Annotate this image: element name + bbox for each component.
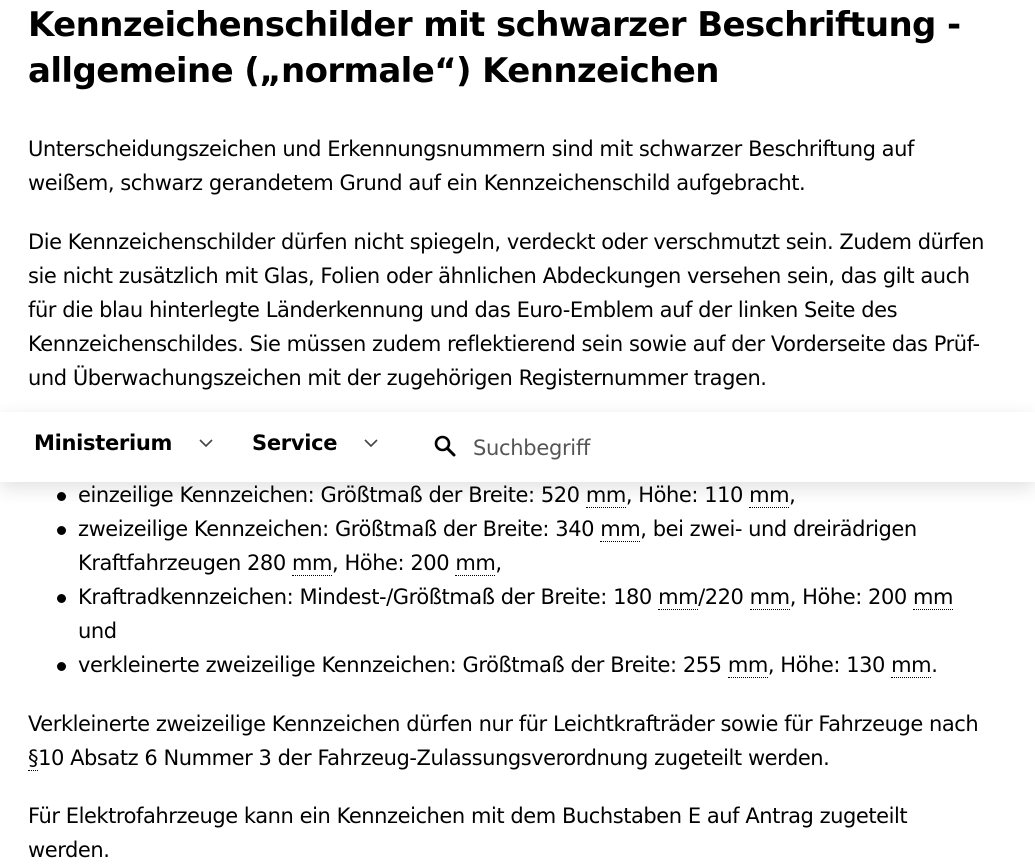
unit-abbr: mm xyxy=(658,585,699,609)
unit-abbr: mm xyxy=(291,551,332,575)
search-input[interactable] xyxy=(471,435,775,461)
unit-abbr: mm xyxy=(585,483,626,507)
nav-ministerium-dropdown[interactable] xyxy=(34,431,214,455)
nav-ministerium-label: Ministerium xyxy=(34,431,173,455)
unit-abbr: mm xyxy=(891,653,932,677)
unit-abbr: mm xyxy=(455,551,496,575)
sticky-nav-bar xyxy=(0,412,1035,482)
nav-service-label: Service xyxy=(252,431,338,455)
unit-abbr: mm xyxy=(600,517,641,541)
size-spec-list xyxy=(28,478,993,682)
requirements-paragraph: Die Kennzeichenschilder dürfen nicht spiegeln, verdeckt oder verschmutzt sein. Zudem dürfen sie nicht zusätzlich mit Glas, Folien oder ähnlichen Abdeckungen versehen sein, das gilt auch für die blau hinterlegte Länderkennung und das Euro-Emblem auf der linken Seite des Kennzeichenschildes. Sie müssen zudem reflektierend sein sowie auf der Vorderseite das Prüf- und Überwachungszeichen mit der zugehörigen Registernummer tragen. xyxy=(28,230,984,390)
unit-abbr: mm xyxy=(913,585,954,609)
list-item: zweizeilige Kennzeichen: Größtmaß der Breite: 340 mm, bei zwei- und dreirädrigen Kraftfahrzeugen 280 mm, Höhe: 200 mm, xyxy=(28,512,993,580)
unit-abbr: mm xyxy=(727,653,768,677)
chevron-down-icon xyxy=(363,438,379,448)
reduced-plates-paragraph: Verkleinerte zweizeilige Kennzeichen dürfen nur für Leichtkrafträder sowie für Fahrzeuge nach §10 Absatz 6 Nummer 3 der Fahrzeug-Zulassungsverordnung zugeteilt werden. xyxy=(28,712,979,770)
unit-abbr: mm xyxy=(749,585,790,609)
page-title: Kennzeichenschilder mit schwarzer Beschriftung - allgemeine („normale“) Kennzeichen xyxy=(28,5,961,91)
chevron-down-icon xyxy=(198,438,214,448)
nav-service-dropdown[interactable] xyxy=(252,431,379,455)
paragraph-sign-abbr: § xyxy=(28,746,39,770)
unit-abbr: mm xyxy=(749,483,790,507)
search-icon[interactable] xyxy=(433,434,457,462)
search-bar xyxy=(433,434,775,462)
e-plates-paragraph: Für Elektrofahrzeuge kann ein Kennzeichen mit dem Buchstaben E auf Antrag zugeteilt werden. xyxy=(28,804,908,862)
intro-paragraph: Unterscheidungszeichen und Erkennungsnummern sind mit schwarzer Beschriftung auf weißem, schwarz gerandetem Grund auf ein Kennzeichenschild aufgebracht. xyxy=(28,137,914,195)
list-item: Kraftradkennzeichen: Mindest-/Größtmaß der Breite: 180 mm/220 mm, Höhe: 200 mm und xyxy=(28,580,993,648)
list-item: einzeilige Kennzeichen: Größtmaß der Breite: 520 mm, Höhe: 110 mm, xyxy=(28,478,993,512)
list-item: verkleinerte zweizeilige Kennzeichen: Größtmaß der Breite: 255 mm, Höhe: 130 mm. xyxy=(28,648,993,682)
